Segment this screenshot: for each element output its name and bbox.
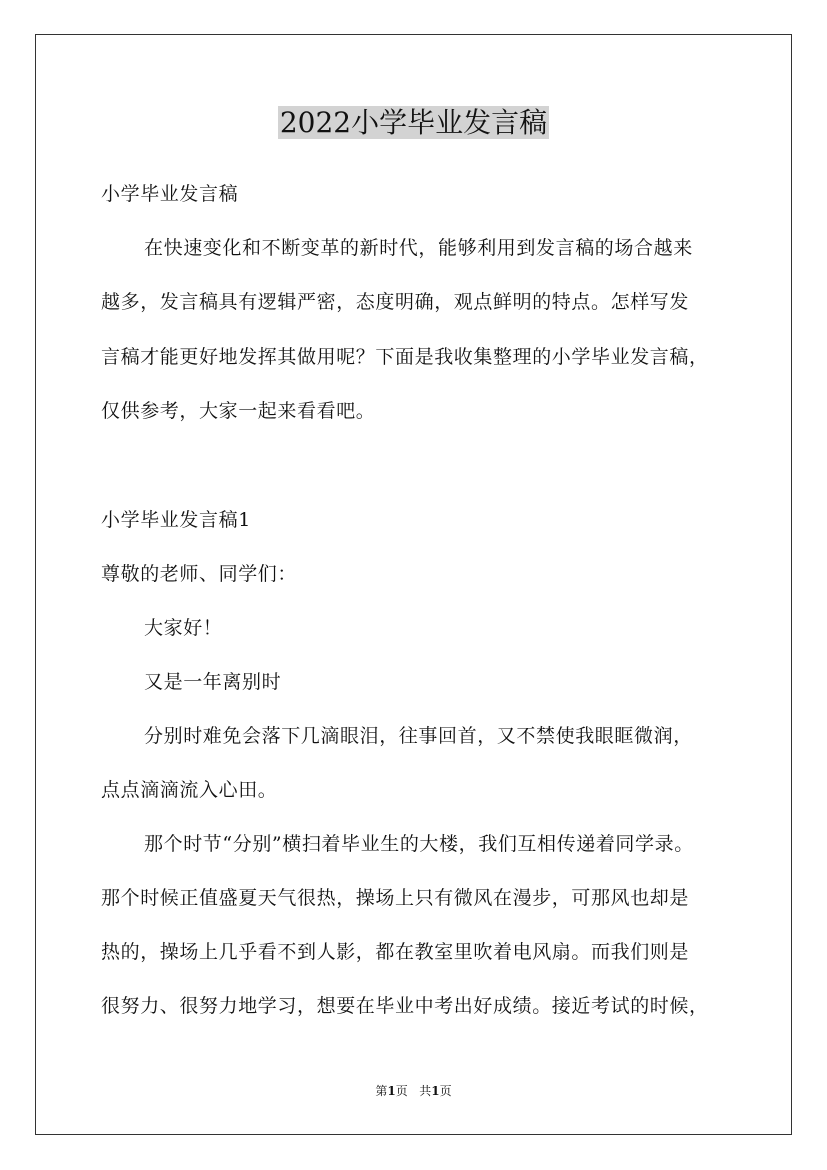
total-unit: 页 xyxy=(439,1084,452,1098)
page-label: 第 xyxy=(375,1084,388,1098)
section-heading: 小学毕业发言稿 xyxy=(101,183,239,205)
paragraph-line: 又是一年离别时 xyxy=(144,671,282,693)
page-unit: 页 xyxy=(395,1084,408,1098)
total-label: 共 xyxy=(419,1084,432,1098)
speech-heading: 小学毕业发言稿1 xyxy=(101,509,251,531)
greeting: 大家好！ xyxy=(144,617,223,639)
salutation: 尊敬的老师、同学们： xyxy=(101,563,298,585)
intro-line: 在快速变化和不断变革的新时代，能够利用到发言稿的场合越来 xyxy=(144,237,693,259)
intro-line: 言稿才能更好地发挥其做用呢？下面是我收集整理的小学毕业发言稿， xyxy=(101,346,709,368)
paragraph-line: 那个时候正值盛夏天气很热，操场上只有微风在漫步，可那风也却是 xyxy=(101,887,690,909)
total-pages: 1 xyxy=(431,1084,440,1098)
title-text: 2022小学毕业发言稿 xyxy=(279,106,548,139)
page-footer xyxy=(0,1083,827,1099)
paragraph-line: 分别时难免会落下几滴眼泪，往事回首，又不禁使我眼眶微润， xyxy=(144,725,693,747)
paragraph-line: 点点滴滴流入心田。 xyxy=(101,779,278,801)
intro-line: 越多，发言稿具有逻辑严密，态度明确，观点鲜明的特点。怎样写发 xyxy=(101,291,690,313)
paragraph-line: 很努力、很努力地学习，想要在毕业中考出好成绩。接近考试的时候， xyxy=(101,995,709,1017)
paragraph-line: 那个时节“分别”横扫着毕业生的大楼，我们互相传递着同学录。 xyxy=(144,833,694,855)
intro-line: 仅供参考，大家一起来看看吧。 xyxy=(101,400,376,422)
page-number: 1 xyxy=(387,1084,396,1098)
paragraph-line: 热的，操场上几乎看不到人影，都在教室里吹着电风扇。而我们则是 xyxy=(101,941,690,963)
document-title xyxy=(0,102,827,144)
